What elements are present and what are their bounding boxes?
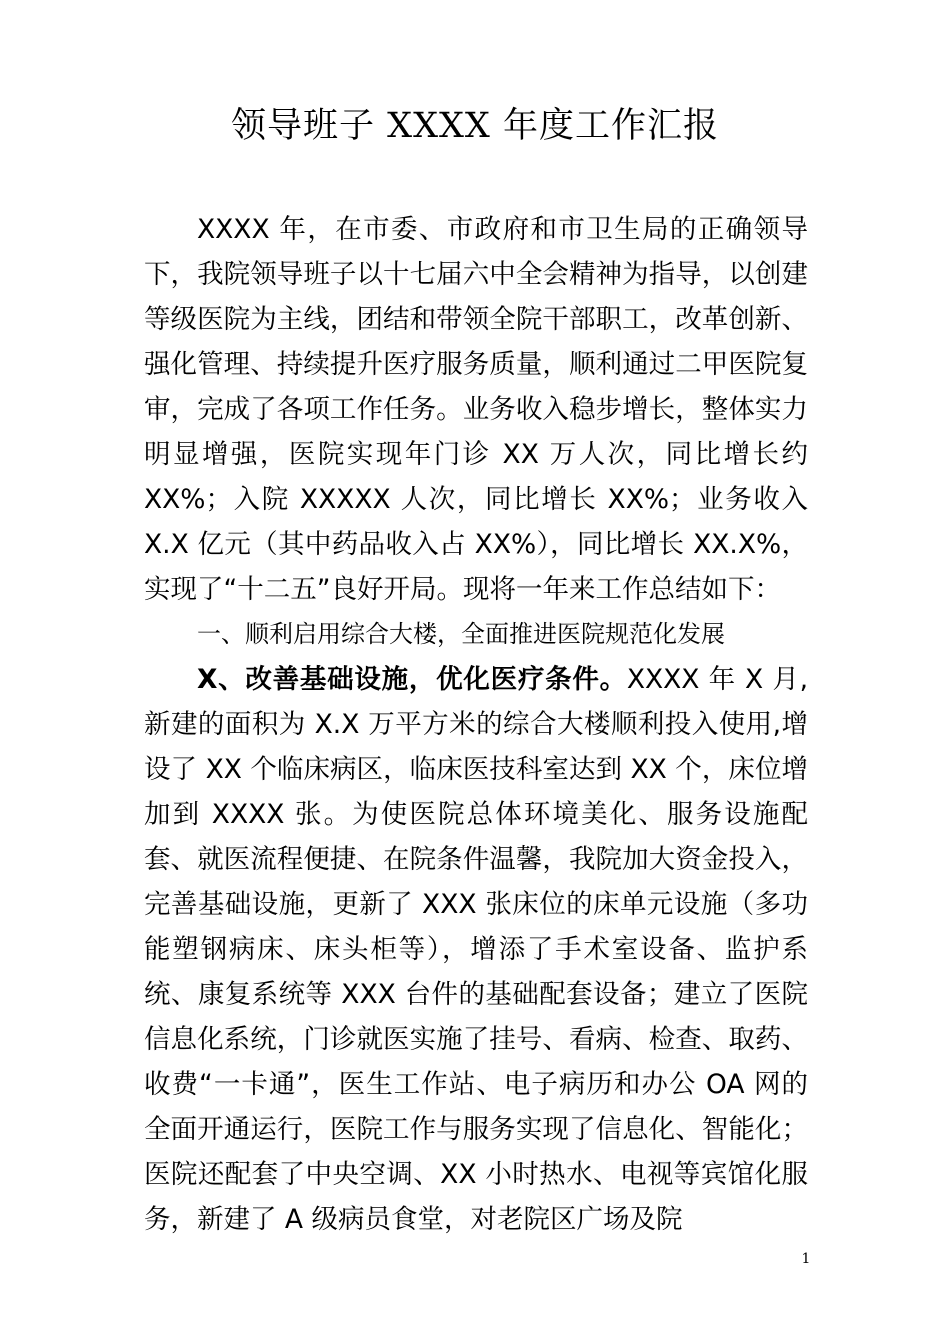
document-title: 领导班子 XXXX 年度工作汇报 xyxy=(231,106,719,146)
section-heading: 一、顺利启用综合大楼，全面推进医院规范化发展 xyxy=(197,620,725,648)
item-body: XXXX 年 X 月,新建的面积为 X.X 万平方米的综合大楼顺利投入使用,增设了 XX 个临床病区，临床医技科室达到 XX 个，床位增加到 XXXX 张。为使医院总体环境美化、服务设施配套、就医流程便捷、在院条件温馨，我院加大资金投入，完善基础设施，更新了 XXX 张床位的床单元设施（多功能塑钢病床、床头柜等），增添了手术室设备、监护系统、康复系统等 XXX 台件的基础配套设备；建立了医院信息化系统，门诊就医实施了挂号、看病、检查、取药、收费“一卡通”，医生工作站、电子病历和办公 OA 网的全面开通运行，医院工作与服务实现了信息化、智能化；医院还配套了中央空调、XX 小时热水、电视等宾馆化服务，新建了 A 级病员食堂，对老院区广场及院 xyxy=(144,664,808,1235)
item-heading: X、改善基础设施，优化医疗条件。 xyxy=(197,664,627,695)
page-number: 1 xyxy=(801,1251,811,1267)
intro-paragraph: XXXX 年，在市委、市政府和市卫生局的正确领导下，我院领导班子以十七届六中全会精神为指导，以创建等级医院为主线，团结和带领全院干部职工，改革创新、强化管理、持续提升医疗服务质量，顺利通过二甲医院复审，完成了各项工作任务。业务收入稳步增长，整体实力明显增强，医院实现年门诊 XX 万人次，同比增长约 XX%；入院 XXXXX 人次，同比增长 XX%；业务收入 X.X 亿元（其中药品收入占 XX%），同比增长 XX.X%，实现了“十二五”良好开局。现将一年来工作总结如下： xyxy=(144,214,808,605)
item-paragraph xyxy=(144,657,808,1242)
document-body xyxy=(144,207,808,1242)
